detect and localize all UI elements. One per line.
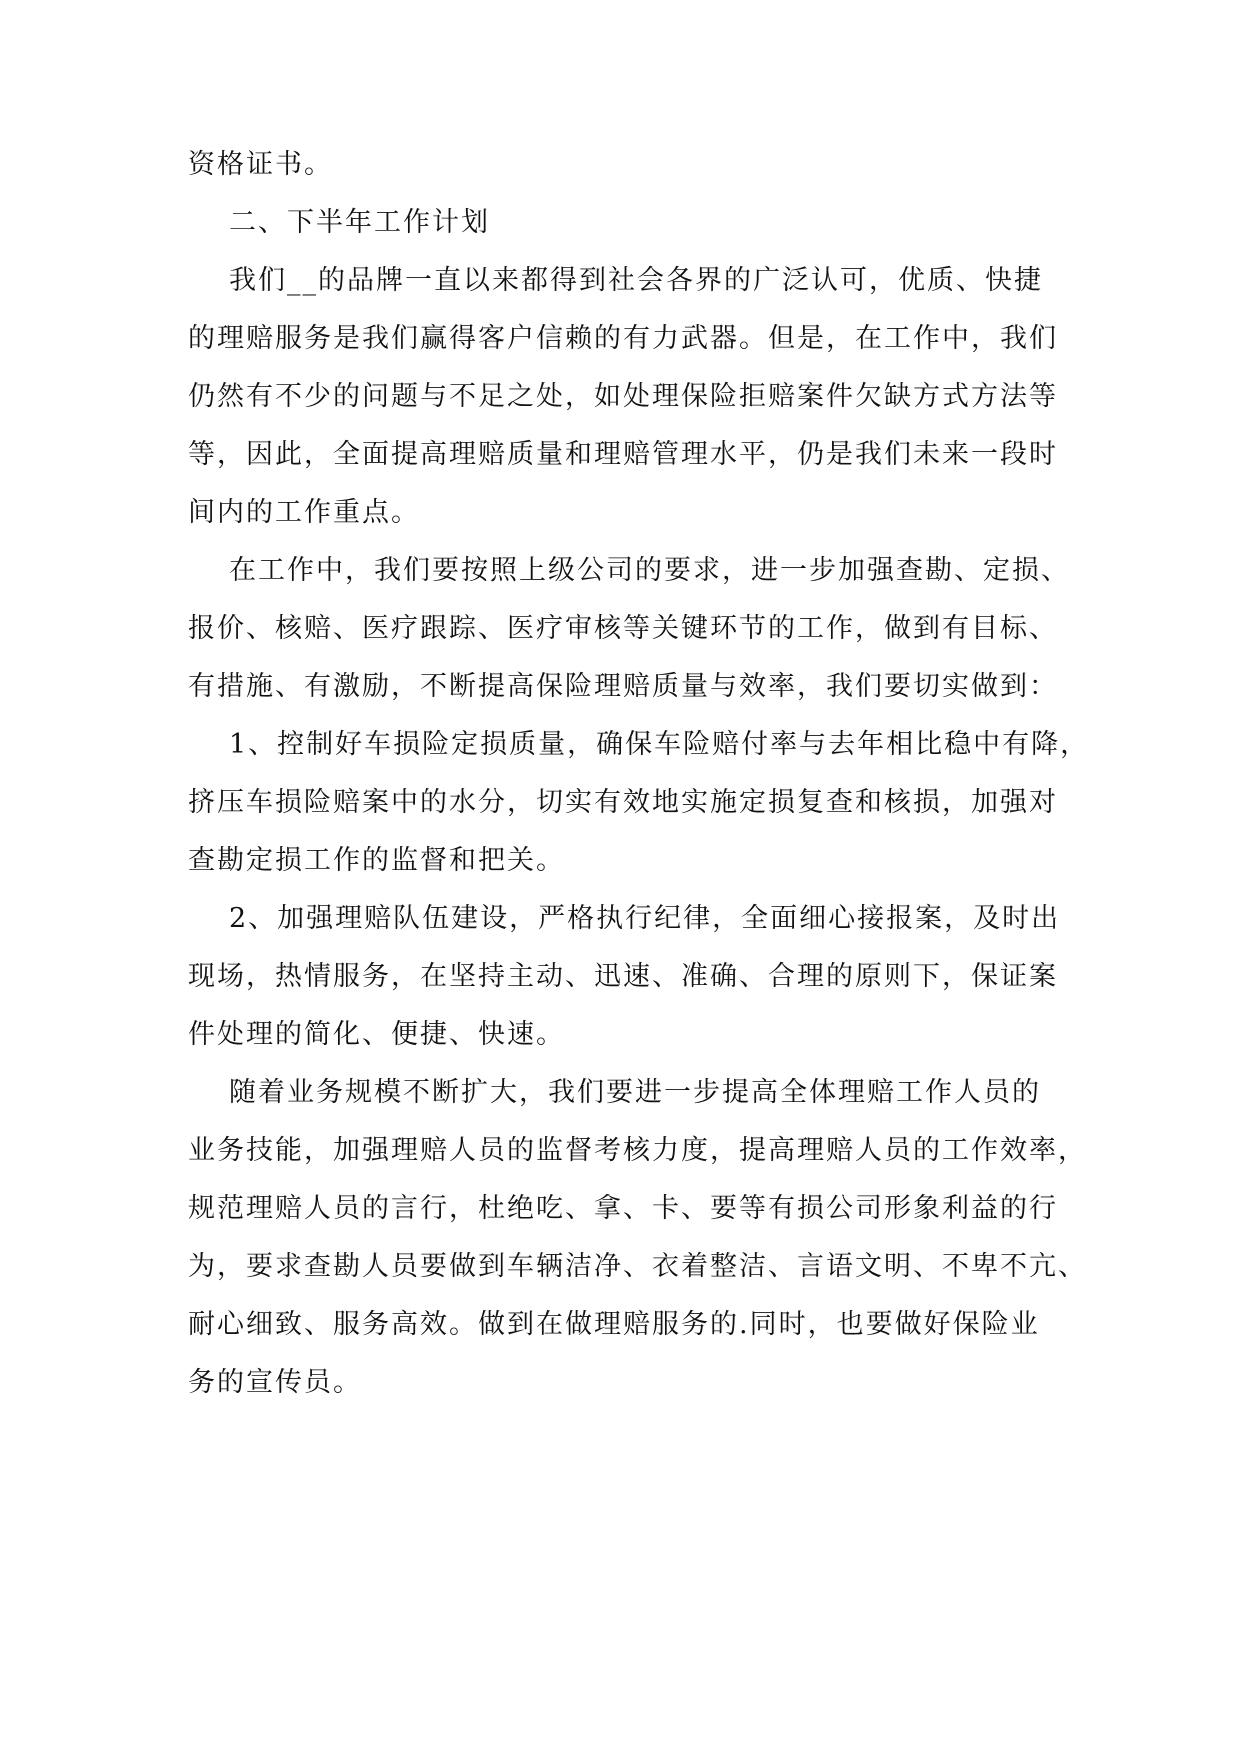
paragraph-line: 仍然有不少的问题与不足之处，如处理保险拒赔案件欠缺方式方法等 — [188, 381, 1058, 412]
paragraph-line: 等，因此，全面提高理赔质量和理赔管理水平，仍是我们未来一段时 — [188, 439, 1058, 470]
paragraph-line: 规范理赔人员的言行，杜绝吃、拿、卡、要等有损公司形象利益的行 — [188, 1193, 1058, 1224]
list-item-line: 现场，热情服务，在坚持主动、迅速、准确、合理的原则下，保证案 — [188, 961, 1058, 992]
paragraph-line: 报价、核赔、医疗跟踪、医疗审核等关键环节的工作，做到有目标、 — [188, 613, 1058, 644]
paragraph-line: 间内的工作重点。 — [188, 497, 420, 528]
list-item-line: 查勘定损工作的监督和把关。 — [188, 845, 565, 876]
paragraph-line: 我们__的品牌一直以来都得到社会各界的广泛认可，优质、快捷 — [229, 265, 1043, 296]
paragraph-line: 在工作中，我们要按照上级公司的要求，进一步加强查勘、定损、 — [229, 555, 1070, 586]
paragraph-line: 务的宣传员。 — [188, 1367, 362, 1398]
list-item-line: 件处理的简化、便捷、快速。 — [188, 1019, 565, 1050]
list-item-line: 1、控制好车损险定损质量，确保车险赔付率与去年相比稳中有降， — [229, 729, 1090, 760]
paragraph-line: 的理赔服务是我们赢得客户信赖的有力武器。但是，在工作中，我们 — [188, 323, 1058, 354]
paragraph-continuation-line: 资格证书。 — [188, 149, 333, 180]
list-item-line: 2、加强理赔队伍建设，严格执行纪律，全面细心接报案，及时出 — [229, 903, 1061, 934]
list-item-line: 挤压车损险赔案中的水分，切实有效地实施定损复查和核损，加强对 — [188, 787, 1058, 818]
paragraph-line: 业务技能，加强理赔人员的监督考核力度，提高理赔人员的工作效率， — [188, 1135, 1087, 1166]
paragraph-line: 有措施、有激励，不断提高保险理赔质量与效率，我们要切实做到： — [188, 671, 1058, 702]
paragraph-line: 为，要求查勘人员要做到车辆洁净、衣着整洁、言语文明、不卑不亢、 — [188, 1251, 1087, 1282]
paragraph-line: 随着业务规模不断扩大，我们要进一步提高全体理赔工作人员的 — [229, 1077, 1041, 1108]
section-heading: 二、下半年工作计划 — [229, 207, 490, 238]
paragraph-line: 耐心细致、服务高效。做到在做理赔服务的.同时，也要做好保险业 — [188, 1309, 1040, 1340]
